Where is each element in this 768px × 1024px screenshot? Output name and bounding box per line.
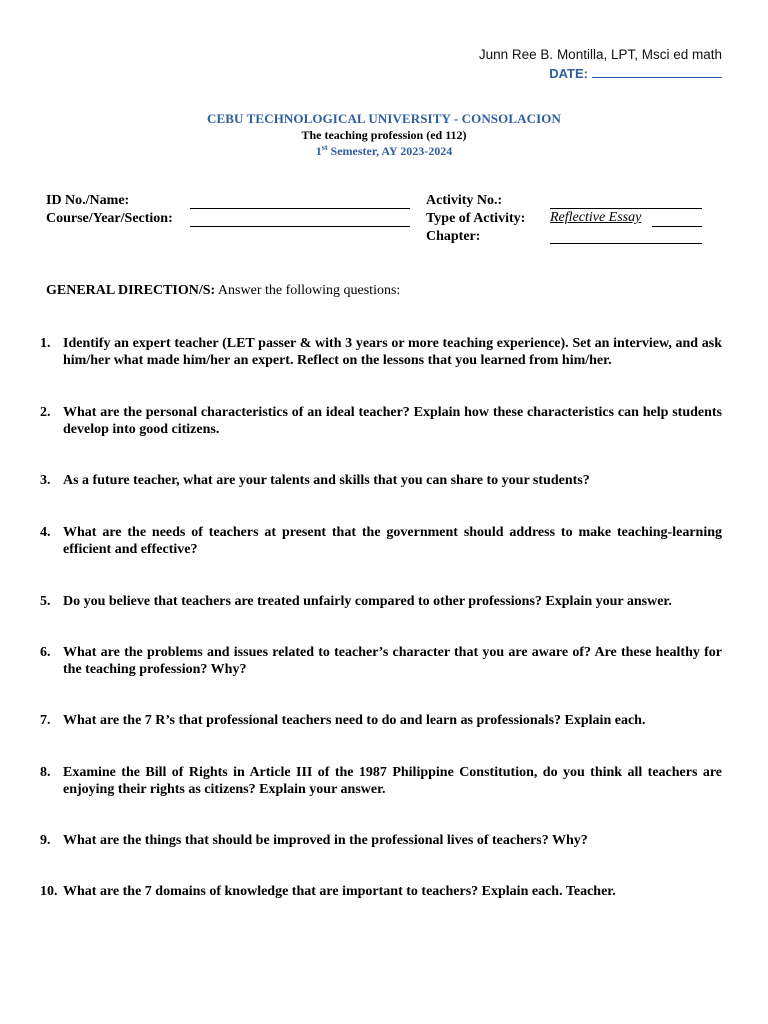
general-direction [46, 283, 400, 299]
question-text: As a future teacher, what are your talents and skills that you can share to your students? [63, 473, 590, 488]
question-item [40, 404, 722, 438]
question-item [40, 764, 722, 798]
semester-rest: Semester, AY 2023-2024 [327, 144, 453, 158]
question-text: What are the 7 domains of knowledge that are important to teachers? Explain each. Teacher. [63, 884, 616, 899]
question-text: What are the things that should be improved in the professional lives of teachers? Why? [63, 833, 588, 848]
type-of-activity-blank [652, 226, 702, 227]
id-name-blank [190, 208, 410, 209]
date-label: DATE: [549, 66, 588, 81]
question-text: What are the personal characteristics of an ideal teacher? Explain how these characteristics can help students develop into good citizens. [63, 405, 722, 437]
question-number: 2. [40, 405, 51, 420]
chapter-label: Chapter: [426, 229, 481, 244]
id-name-label: ID No./Name: [46, 193, 130, 208]
question-item [40, 644, 722, 678]
semester-line [0, 143, 768, 159]
question-item [40, 832, 722, 849]
question-item [40, 593, 722, 610]
chapter-blank [550, 243, 702, 244]
type-of-activity-value: Reflective Essay [550, 210, 642, 225]
course-year-section-blank [190, 226, 410, 227]
activity-no-label: Activity No.: [426, 193, 503, 208]
author-line: Junn Ree B. Montilla, LPT, Msci ed math [478, 47, 722, 62]
course-title: The teaching profession (ed 112) [301, 128, 467, 142]
question-text: Examine the Bill of Rights in Article III of the 1987 Philippine Constitution, do you think all teachers are enjoying their rights as citizens? Explain your answer. [63, 765, 722, 797]
question-text: Identify an expert teacher (LET passer & with 3 years or more teaching experience). Set an interview, and ask him/her what made him/her an expert. Reflect on the lessons that you learned from him/her. [63, 336, 722, 368]
semester-suffix: st [321, 143, 328, 152]
question-number: 9. [40, 833, 51, 848]
question-item [40, 712, 722, 729]
activity-no-blank [550, 208, 702, 209]
question-number: 1. [40, 336, 51, 351]
course-year-section-label: Course/Year/Section: [46, 211, 173, 226]
question-number: 8. [40, 765, 51, 780]
direction-label: GENERAL DIRECTION/S: [46, 283, 216, 298]
university-title: CEBU TECHNOLOGICAL UNIVERSITY - CONSOLACION [207, 111, 561, 126]
type-of-activity-label: Type of Activity: [426, 211, 526, 226]
question-number: 10. [40, 884, 58, 899]
date-blank [592, 66, 722, 78]
direction-text: Answer the following questions: [215, 283, 401, 298]
question-text: What are the needs of teachers at present that the government should address to make teaching-learning efficient and effective? [63, 525, 722, 557]
question-item [40, 524, 722, 558]
question-number: 3. [40, 473, 51, 488]
question-text: Do you believe that teachers are treated unfairly compared to other professions? Explain your answer. [63, 594, 672, 609]
semester-ordinal: 1 [315, 144, 322, 158]
question-item [40, 472, 722, 489]
question-item [40, 335, 722, 369]
question-text: What are the 7 R’s that professional teachers need to do and learn as professionals? Explain each. [63, 713, 646, 728]
question-text: What are the problems and issues related to teacher’s character that you are aware of? Are these healthy for the teaching profession? Why? [63, 645, 722, 677]
question-number: 6. [40, 645, 51, 660]
date-line [549, 66, 722, 81]
question-number: 7. [40, 713, 51, 728]
question-item [40, 883, 722, 900]
question-number: 5. [40, 594, 51, 609]
question-number: 4. [40, 525, 51, 540]
